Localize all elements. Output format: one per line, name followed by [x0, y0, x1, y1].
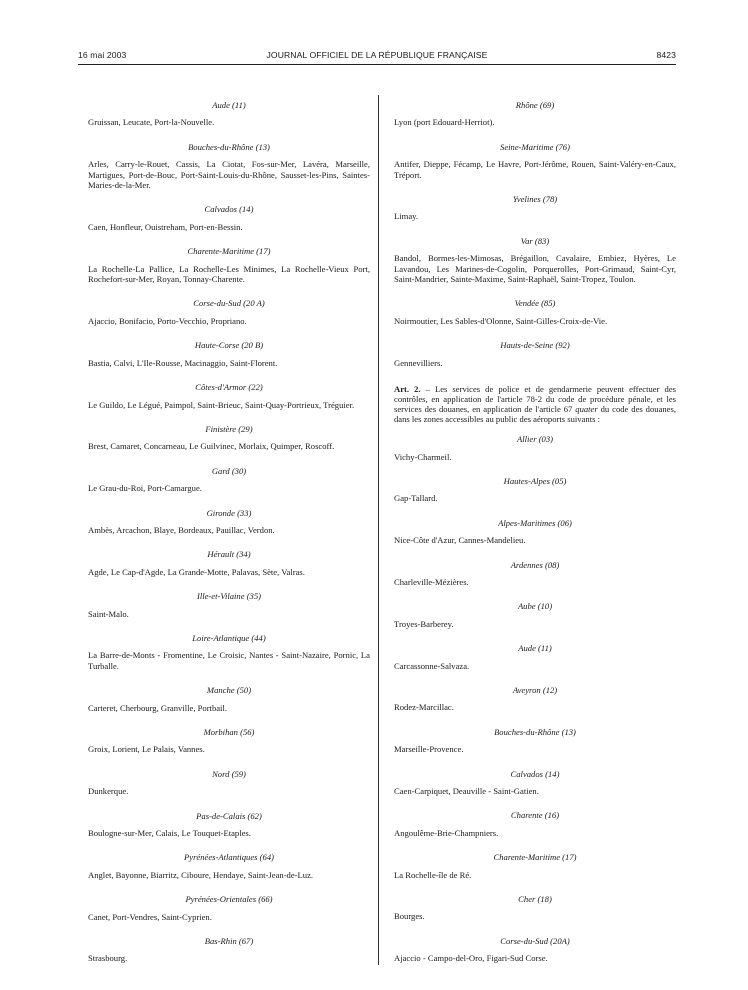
- department-heading: Calvados (14): [204, 204, 254, 215]
- place-list: Groix, Lorient, Le Palais, Vannes.: [88, 744, 205, 755]
- department-section: [88, 424, 370, 452]
- department-heading: Pyrénées-Atlantiques (64): [184, 852, 274, 863]
- department-heading: Allier (03): [516, 434, 554, 445]
- department-heading: Gironde (33): [206, 507, 252, 518]
- department-heading: Finistère (29): [205, 423, 253, 434]
- department-section: [394, 476, 676, 504]
- place-list: La Barre-de-Monts - Fromentine, Le Croisic, Nantes - Saint-Nazaire, Pornic, La Turballe.: [88, 650, 370, 671]
- department-section: [88, 246, 370, 284]
- department-section: [394, 601, 676, 629]
- place-list: Canet, Port-Vendres, Saint-Cyprien.: [88, 911, 212, 922]
- department-section: [88, 340, 370, 368]
- place-list: Nice-Côte d'Azur, Cannes-Mandelieu.: [394, 535, 526, 546]
- department-heading: Corse-du-Sud (20 A): [193, 298, 265, 309]
- department-heading: Hérault (34): [207, 549, 251, 560]
- department-heading: Hautes-Alpes (05): [503, 475, 567, 486]
- department-heading: Yvelines (78): [512, 194, 558, 205]
- department-heading: Bouches-du-Rhône (13): [494, 726, 576, 737]
- article-label: Art. 2.: [394, 384, 421, 395]
- place-list: Marseille-Provence.: [394, 744, 464, 755]
- department-heading: Ardennes (08): [510, 559, 560, 570]
- place-list: Gap-Tallard.: [394, 493, 438, 504]
- department-heading: Manche (50): [206, 685, 252, 696]
- place-list: Vichy-Charmeil.: [394, 451, 452, 462]
- department-heading: Corse-du-Sud (20A): [500, 935, 570, 946]
- place-list: Agde, Le Cap-d'Agde, La Grande-Motte, Palavas, Sète, Valras.: [88, 566, 305, 577]
- header-date: 16 mai 2003: [78, 50, 127, 60]
- department-section: [88, 508, 370, 536]
- place-list: Ambès, Arcachon, Blaye, Bordeaux, Pauillac, Verdon.: [88, 524, 275, 535]
- department-section: [394, 685, 676, 713]
- place-list: La Rochelle-île de Ré.: [394, 869, 472, 880]
- department-section: [394, 298, 676, 326]
- place-list: Rodez-Marcillac.: [394, 702, 454, 713]
- department-heading: Haute-Corse (20 B): [194, 340, 264, 351]
- department-section: [88, 685, 370, 713]
- place-list: Carcassonne-Salvaza.: [394, 660, 470, 671]
- department-section: [88, 894, 370, 922]
- department-heading: Calvados (14): [510, 768, 560, 779]
- place-list: Carteret, Cherbourg, Granville, Portbail.: [88, 702, 227, 713]
- department-section: [394, 194, 676, 222]
- place-list: Gruissan, Leucate, Port-la-Nouvelle.: [88, 117, 215, 128]
- department-heading: Pyrénées-Orientales (66): [185, 894, 273, 905]
- right-column: [394, 100, 676, 978]
- department-section: [88, 769, 370, 797]
- department-section: [88, 298, 370, 326]
- right-column-top-list: [394, 100, 676, 368]
- place-list: Brest, Camaret, Concarneau, Le Guilvinec, Morlaix, Quimper, Roscoff.: [88, 441, 335, 452]
- article-text-before: – Les services de police et de gendarmerie peuvent effectuer des contrôles, en application de l'article 78-2 du code de procédure pénale, et les services des douanes, en application de l'article 67: [394, 384, 676, 415]
- department-heading: Aude (11): [518, 643, 552, 654]
- department-section: [394, 727, 676, 755]
- department-section: [88, 142, 370, 191]
- department-heading: Charente-Maritime (17): [187, 246, 271, 257]
- department-section: [88, 811, 370, 839]
- article-text-after: du code des douanes, dans les zones accessibles au public des aéroports suivants :: [394, 404, 676, 425]
- department-heading: Alpes-Maritimes (06): [498, 517, 572, 528]
- place-list: Antifer, Dieppe, Fécamp, Le Havre, Port-Jérôme, Rouen, Saint-Valéry-en-Caux, Tréport.: [394, 159, 676, 180]
- department-heading: Charente (16): [510, 810, 560, 821]
- department-section: [88, 633, 370, 671]
- department-section: [394, 852, 676, 880]
- header-rule: [78, 64, 676, 65]
- place-list: Saint-Malo.: [88, 608, 129, 619]
- department-heading: Charente-Maritime (17): [493, 852, 577, 863]
- department-heading: Bas-Rhin (67): [204, 936, 254, 947]
- department-heading: Var (83): [520, 235, 550, 246]
- place-list: Gennevilliers.: [394, 357, 443, 368]
- place-list: Anglet, Bayonne, Biarritz, Ciboure, Hendaye, Saint-Jean-de-Luz.: [88, 869, 314, 880]
- department-heading: Cher (18): [518, 894, 552, 905]
- department-section: [394, 560, 676, 588]
- place-list: Le Grau-du-Roi, Port-Camargue.: [88, 483, 202, 494]
- department-section: [88, 936, 370, 964]
- department-heading: Aveyron (12): [512, 684, 558, 695]
- place-list: Dunkerque.: [88, 786, 129, 797]
- journal-title: JOURNAL OFFICIEL DE LA RÉPUBLIQUE FRANÇAISE: [266, 50, 488, 60]
- department-section: [88, 466, 370, 494]
- department-section: [88, 100, 370, 128]
- department-section: [394, 340, 676, 368]
- place-list: Bastia, Calvi, L'Ile-Rousse, Macinaggio, Saint-Florent.: [88, 357, 278, 368]
- department-section: [88, 852, 370, 880]
- place-list: Angoulême-Brie-Champniers.: [394, 827, 499, 838]
- department-section: [88, 382, 370, 410]
- department-heading: Rhône (69): [515, 100, 555, 110]
- department-section: [394, 236, 676, 285]
- department-heading: Aube (10): [517, 601, 553, 612]
- department-section: [394, 518, 676, 546]
- department-heading: Aude (11): [212, 100, 246, 110]
- place-list: Limay.: [394, 211, 419, 222]
- department-heading: Vendée (85): [514, 298, 556, 309]
- place-list: Troyes-Barberey.: [394, 618, 454, 629]
- right-column-bottom-list: [394, 434, 676, 964]
- department-heading: Pas-de-Calais (62): [196, 810, 262, 821]
- department-section: [394, 643, 676, 671]
- department-section: [394, 936, 676, 964]
- department-heading: Ille-et-Vilaine (35): [196, 591, 262, 602]
- article-2: [394, 384, 676, 424]
- department-section: [394, 810, 676, 838]
- place-list: Arles, Carry-le-Rouet, Cassis, La Ciotat, Fos-sur-Mer, Lavéra, Marseille, Martigues, Port-de-Bouc, Port-Saint-Louis-du-Rhône, Sausset-les-Pins, Saintes-Maries-de-la-Mer.: [88, 159, 370, 191]
- page-header: [78, 50, 676, 64]
- place-list: Strasbourg.: [88, 953, 128, 964]
- article-quater: quater: [575, 404, 598, 415]
- department-section: [394, 434, 676, 462]
- column-divider: [378, 95, 379, 965]
- department-heading: Bouches-du-Rhône (13): [188, 141, 270, 152]
- place-list: La Rochelle-La Pallice, La Rochelle-Les Minimes, La Rochelle-Vieux Port, Rochefort-sur-Mer, Royan, Tonnay-Charente.: [88, 263, 370, 285]
- place-list: Boulogne-sur-Mer, Calais, Le Touquet-Etaples.: [88, 828, 251, 839]
- place-list: Bandol, Bormes-les-Mimosas, Brégaillon, Cavalaire, Embiez, Hyères, Le Lavandou, Les Marines-de-Cogolin, Porquerolles, Port-Grimaud, Saint-Cyr, Saint-Mandrier, Sainte-Maxime, Saint-Raphaël, Saint-Tropez, Toulon.: [394, 253, 676, 285]
- place-list: Caen, Honfleur, Ouistreham, Port-en-Bessin.: [88, 221, 243, 232]
- department-heading: Nord (59): [212, 768, 246, 779]
- department-heading: Côtes-d'Armor (22): [195, 382, 263, 393]
- department-section: [394, 769, 676, 797]
- department-section: [394, 100, 676, 128]
- department-section: [88, 549, 370, 577]
- department-section: [394, 142, 676, 180]
- place-list: Lyon (port Edouard-Herriot).: [394, 117, 495, 128]
- place-list: Le Guildo, Le Légué, Paimpol, Saint-Brieuc, Saint-Quay-Portrieux, Tréguier.: [88, 399, 355, 410]
- department-heading: Morbihan (56): [203, 727, 255, 737]
- place-list: Charleville-Mézières.: [394, 576, 469, 587]
- page-number: 8423: [656, 50, 676, 60]
- department-section: [88, 591, 370, 619]
- department-section: [394, 894, 676, 922]
- place-list: Ajaccio - Campo-del-Oro, Figari-Sud Corse.: [394, 953, 548, 964]
- place-list: Ajaccio, Bonifacio, Porto-Vecchio, Propriano.: [88, 315, 247, 326]
- department-section: [88, 204, 370, 232]
- department-heading: Loire-Atlantique (44): [192, 632, 266, 643]
- place-list: Bourges.: [394, 911, 425, 922]
- place-list: Noirmoutier, Les Sables-d'Olonne, Saint-Gilles-Croix-de-Vie.: [394, 315, 608, 326]
- left-column: [88, 100, 370, 978]
- department-section: [88, 727, 370, 755]
- department-heading: Seine-Maritime (76): [500, 141, 570, 152]
- place-list: Caen-Carpiquet, Deauville - Saint-Gatien.: [394, 786, 539, 796]
- department-heading: Hauts-de-Seine (92): [500, 340, 570, 351]
- department-heading: Gard (30): [211, 465, 247, 476]
